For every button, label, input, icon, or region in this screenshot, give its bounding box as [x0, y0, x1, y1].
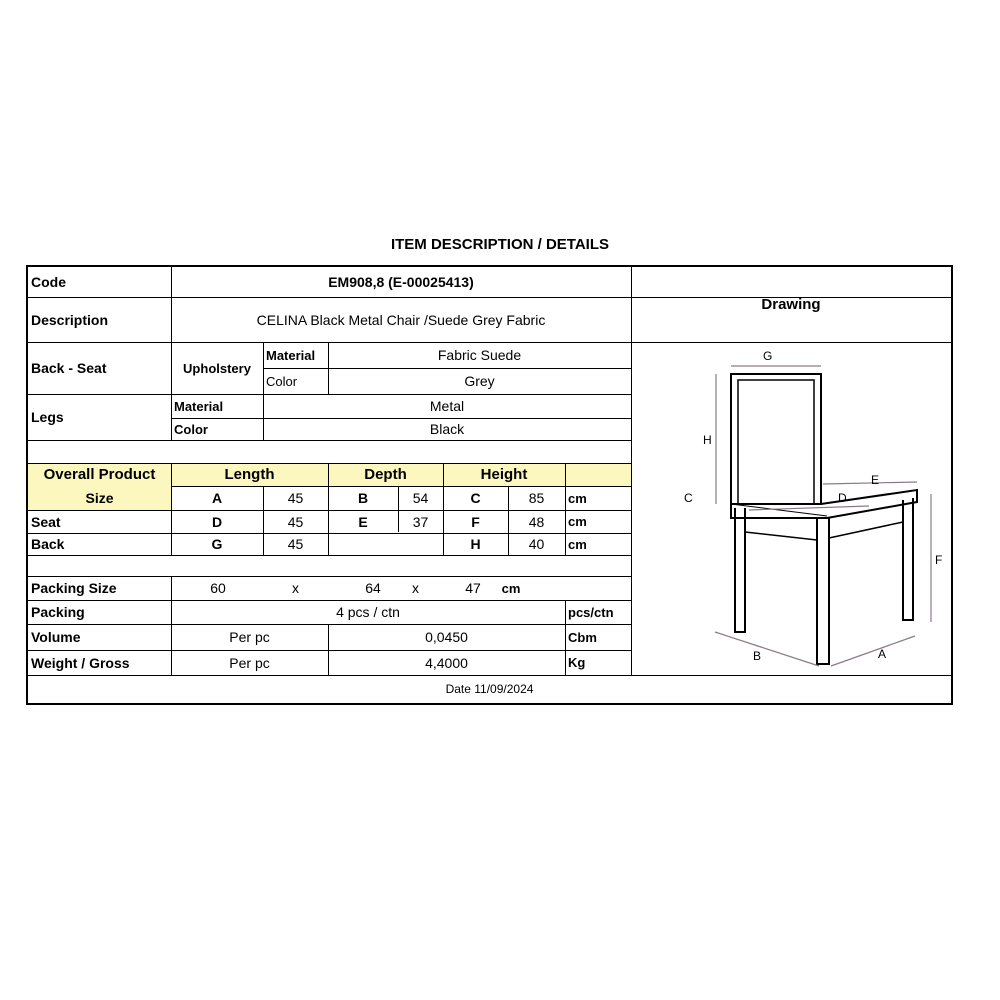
chair-diagram	[659, 342, 951, 675]
chair-leg	[735, 508, 745, 632]
packing-label: Packing	[31, 604, 85, 620]
weight-unit: Kg	[568, 655, 586, 670]
legs-color-label: Color	[174, 421, 208, 437]
drawing-letter-b: B	[753, 649, 762, 663]
document-title: ITEM DESCRIPTION / DETAILS	[390, 236, 610, 253]
back-seat-label: Back - Seat	[31, 360, 107, 376]
chair-leg	[817, 518, 829, 664]
code-label: Code	[31, 274, 66, 290]
dim-key: A	[211, 490, 223, 506]
drawing-letter-c: C	[684, 491, 693, 505]
dim-key: B	[357, 490, 369, 506]
dim-value: 45	[287, 490, 304, 506]
weight-label: Weight / Gross	[31, 654, 130, 671]
legs-color-value: Black	[429, 421, 465, 437]
dim-unit: cm	[568, 490, 587, 506]
packing-value: 4 pcs / ctn	[336, 604, 400, 620]
date-footer: Date 11/09/2024	[445, 682, 534, 696]
packing-size-x: x	[412, 580, 419, 596]
overall-size-header-line1: Overall Product	[43, 466, 156, 483]
drawing-letter-d: D	[838, 491, 847, 505]
chair-leg	[903, 498, 913, 620]
height-header: Height	[480, 466, 528, 483]
dim-value: 54	[412, 490, 429, 506]
packing-size-length: 60	[210, 580, 226, 596]
dim-key: D	[211, 513, 223, 530]
weight-basis: Per pc	[229, 654, 270, 671]
packing-size-x: x	[292, 580, 299, 596]
legs-material-label: Material	[174, 398, 224, 414]
volume-value: 0,0450	[425, 629, 468, 645]
packing-size-label: Packing Size	[31, 580, 117, 596]
code-value: EM908,8 (E-00025413)	[328, 274, 474, 290]
seat-label: Seat	[31, 513, 61, 530]
drawing-letter-a: A	[878, 647, 887, 661]
chair-backrest	[731, 374, 821, 504]
header-fill-unit	[565, 463, 631, 486]
description-label: Description	[31, 311, 109, 328]
upholstery-label: Upholstery	[183, 360, 251, 376]
depth-header: Depth	[364, 466, 407, 483]
volume-unit: Cbm	[568, 629, 597, 645]
drawing-letter-g: G	[763, 349, 773, 363]
description-value: CELINA Black Metal Chair /Suede Grey Fabric	[256, 311, 546, 328]
packing-size-height: 47	[465, 580, 481, 596]
packing-size-unit: cm	[501, 580, 521, 596]
dim-value: 37	[412, 513, 429, 530]
length-header: Length	[224, 466, 275, 483]
dim-value: 40	[528, 536, 545, 552]
packing-size-depth: 64	[365, 580, 381, 596]
dim-value: 45	[287, 536, 304, 552]
back-seat-color-value: Grey	[464, 373, 495, 389]
back-seat-material-label: Material	[266, 347, 316, 363]
drawing-label: Drawing	[761, 296, 821, 313]
volume-basis: Per pc	[229, 629, 270, 645]
dim-value: 45	[287, 513, 304, 530]
dim-unit: cm	[568, 514, 587, 529]
spec-sheet	[26, 265, 953, 705]
chair-drawing	[659, 342, 951, 675]
legs-material-value: Metal	[429, 398, 465, 414]
dim-value: 85	[528, 490, 545, 506]
dim-key: G	[211, 536, 223, 552]
dim-key: C	[470, 490, 481, 506]
back-label: Back	[31, 536, 65, 552]
dim-value: 48	[528, 513, 545, 530]
chair-seat	[731, 490, 917, 518]
drawing-letter-h: H	[703, 433, 712, 447]
back-seat-material-value: Fabric Suede	[437, 347, 522, 363]
drawing-letter-e: E	[871, 473, 880, 487]
drawing-letter-f: F	[935, 553, 943, 567]
back-seat-color-label: Color	[266, 373, 298, 389]
packing-unit: pcs/ctn	[568, 604, 614, 620]
dim-key: E	[358, 513, 368, 530]
dim-key: F	[471, 513, 480, 530]
dim-unit: cm	[568, 536, 587, 552]
legs-label: Legs	[31, 409, 64, 425]
overall-size-header-line2: Size	[85, 490, 114, 506]
dim-key: H	[470, 536, 481, 552]
volume-label: Volume	[31, 629, 81, 645]
weight-value: 4,4000	[425, 654, 468, 671]
